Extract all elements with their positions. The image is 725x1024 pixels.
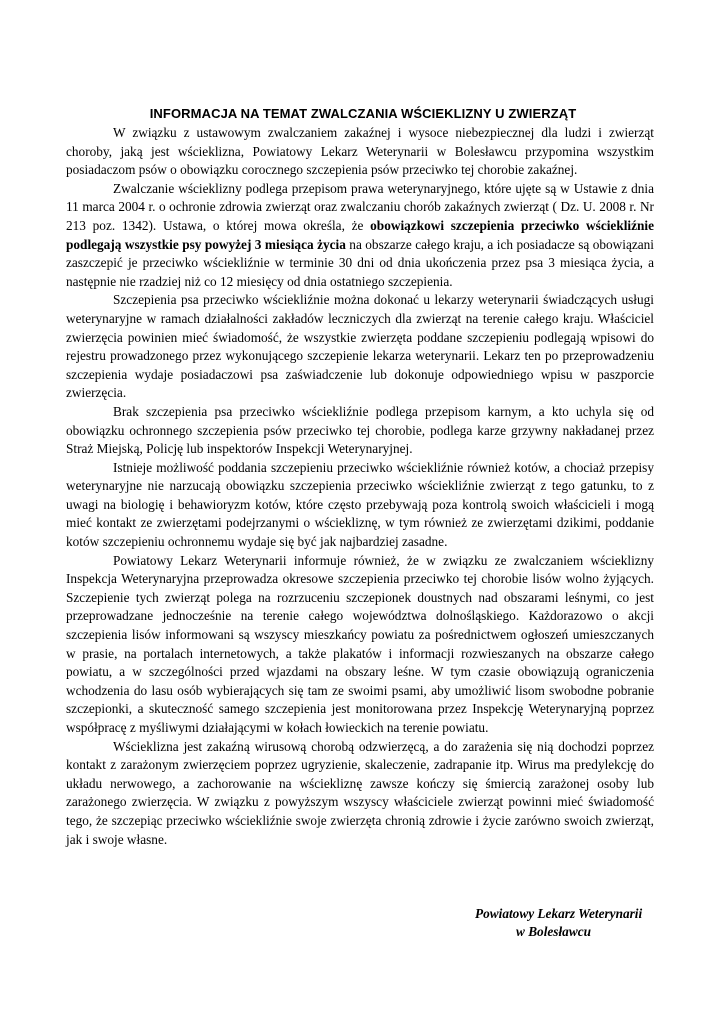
paragraph-6: Powiatowy Lekarz Weterynarii informuje również, że w związku ze zwalczaniem wścieklizny Inspekcja Weterynaryjna przeprowadza okresowe szczepienia przeciwko tej chorobie lisów wolno żyjących. Szczepienie tych zwierząt polega na rozrzuceniu szczepionek doustnych nad obszarami leśnymi, co jest przeprowadzane jednocześnie na terenie całego województwa dolnośląskiego. Każdorazowo o akcji szczepienia lisów informowani są wszyscy mieszkańcy powiatu za pośrednictwem ogłoszeń umieszczanych w prasie, na portalach internetowych, a także plakatów i informacji rozwieszanych na obszarze całego powiatu, a w szczególności przed wjazdami na obszary leśne. W tym czasie obowiązują ograniczenia wchodzenia do lasu osób wybierających się tam ze swoimi psami, aby umożliwić lisom swobodne pobranie szczepionki, a skuteczność samego szczepienia jest monitorowana przez Inspekcję Weterynaryjną poprzez współpracę z myśliwymi działającymi w kołach łowieckich na terenie powiatu. (66, 552, 654, 735)
paragraph-2-text-a: Zwalczanie wścieklizny podlega przepisom prawa weterynaryjnego, które ujęte są w Ustawie z dnia 11 marca 2004 r. o ochronie zdrowia zwierząt oraz zwalczaniu chorób zakaźnych zwierząt ( Dz. U. 2008 r. Nr 213 poz. 1342). Ustawa, o której mowa określa, że (66, 180, 654, 233)
paragraph-1: W związku z ustawowym zwalczaniem zakaźnej i wysoce niebezpiecznej dla ludzi i zwierząt choroby, jaką jest wścieklizna, Powiatowy Lekarz Weterynarii w Bolesławcu przypomina wszystkim posiadaczom psów o obowiązku corocznego szczepienia psów przeciwko tej chorobie zakaźnej. (66, 125, 654, 178)
document-title: INFORMACJA NA TEMAT ZWALCZANIA WŚCIEKLIZNY U ZWIERZĄT (149, 106, 577, 121)
paragraph-4: Brak szczepienia psa przeciwko wściekliźnie podlega przepisom karnym, a kto uchyla się od obowiązku ochronnego szczepienia psów przeciwko tej chorobie, podlega karze grzywny nakładanej przez Straż Miejską, Policję lub inspektorów Inspekcji Weterynaryjnej. (66, 403, 654, 457)
document-body (66, 124, 654, 849)
paragraph-3: Szczepienia psa przeciwko wściekliźnie można dokonać u lekarzy weterynarii świadczących usługi weterynaryjne w ramach działalności zakładów leczniczych dla zwierząt na terenie całego kraju. Właściciel zwierzęcia powinien mieć świadomość, że wszystkie zwierzęta poddane szczepieniu podlegają wpisowi do rejestru prowadzonego przez wykonującego szczepienie lekarza weterynarii. Lekarz ten po przeprowadzeniu szczepienia wydaje posiadaczowi psa zaświadczenie lub dokonuje odpowiedniego wpisu w paszporcie zwierzęcia. (66, 292, 654, 401)
paragraph-2-text-b: na obszarze całego kraju, a ich posiadacze są obowiązani zaszczepić je przeciwko wściekliźnie w terminie 30 dni od dnia ukończenia przez psa 3 miesiąca życia, a następnie nie rzadziej niż co 12 miesięcy od dnia ostatniego szczepienia. (66, 236, 654, 289)
paragraph-5: Istnieje możliwość poddania szczepieniu przeciwko wściekliźnie również kotów, a chociaż przepisy weterynaryjne nie narzucają obowiązku szczepienia przeciwko wściekliźnie zwierząt z tego gatunku, to z uwagi na biologię i behawioryzm kotów, które często przebywają poza kontrolą swoich właścicieli i mogą mieć kontakt ze zwierzętami podejrzanymi o wściekliznę, w tym również ze zwierzętami dzikimi, poddanie kotów szczepieniu ochronnemu wydaje się być jak najbardziej zasadne. (66, 459, 654, 550)
signature-title: Powiatowy Lekarz Weterynarii (475, 906, 643, 921)
paragraph-7: Wścieklizna jest zakaźną wirusową chorobą odzwierzęcą, a do zarażenia się nią dochodzi poprzez kontakt z zarażonym zwierzęciem poprzez ugryzienie, skaleczenie, zadrapanie itp. Wirus ma predylekcję do układu nerwowego, a zachorowanie na wściekliznę zawsze kończy się śmiercią zarażonej osoby lub zarażonego zwierzęcia. W związku z powyższym wszyscy właściciele zwierząt powinni mieć świadomość tego, że szczepiąc przeciwko wściekliźnie swoje zwierzęta chronią zdrowie i życie zarówno swoich zwierząt, jak i swoje własne. (66, 738, 654, 847)
paragraph-2 (66, 180, 654, 292)
paragraph-2-bold-text: obowiązkowi szczepienia przeciwko wściekliźnie podlegają wszystkie psy powyżej 3 miesiąca życia (66, 217, 654, 252)
signature-location: w Bolesławcu (516, 924, 591, 939)
